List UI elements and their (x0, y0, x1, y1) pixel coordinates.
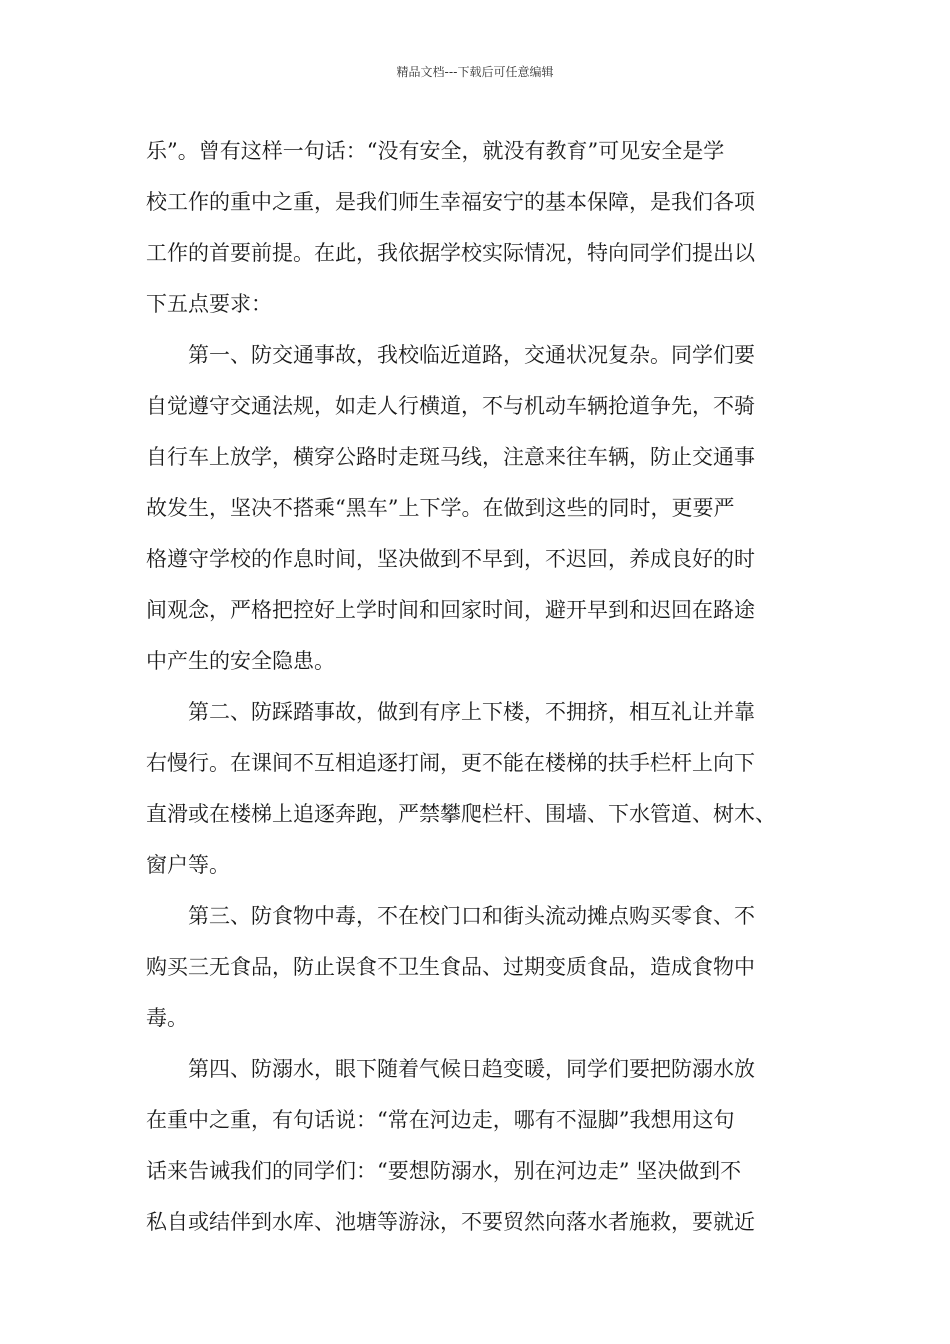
text-line: 第三、防食物中毒，不在校门口和街头流动摊点购买零食、不 (146, 904, 755, 928)
text-line: 中产生的安全隐患。 (146, 649, 335, 673)
text-line: 第一、防交通事故，我校临近道路，交通状况复杂。同学们要 (146, 343, 755, 367)
text-line: 在重中之重，有句话说：“常在河边走，哪有不湿脚”我想用这句 (146, 1108, 735, 1132)
text-line: 校工作的重中之重，是我们师生幸福安宁的基本保障，是我们各项 (146, 190, 755, 214)
text-line: 自觉遵守交通法规，如走人行横道，不与机动车辆抢道争先，不骑 (146, 394, 755, 418)
text-line: 第四、防溺水，眼下随着气候日趋变暖，同学们要把防溺水放 (146, 1057, 755, 1081)
text-line: 工作的首要前提。在此，我依据学校实际情况，特向同学们提出以 (146, 241, 755, 265)
text-line: 下五点要求： (146, 292, 272, 316)
text-line: 毒。 (146, 1006, 188, 1030)
text-line: 购买三无食品，防止误食不卫生食品、过期变质食品，造成食物中 (146, 955, 755, 979)
text-line: 直滑或在楼梯上追逐奔跑，严禁攀爬栏杆、围墙、下水管道、树木、 (146, 802, 776, 826)
paragraph (146, 330, 816, 687)
document-body (146, 126, 816, 1248)
text-line: 自行车上放学，横穿公路时走斑马线，注意来往车辆，防止交通事 (146, 445, 755, 469)
text-line: 故发生，坚决不搭乘“黑车”上下学。在做到这些的同时，更要严 (146, 496, 735, 520)
text-line: 右慢行。在课间不互相追逐打闹，更不能在楼梯的扶手栏杆上向下 (146, 751, 755, 775)
text-line: 格遵守学校的作息时间，坚决做到不早到，不迟回，养成良好的时 (146, 547, 755, 571)
paragraph (146, 687, 816, 891)
text-line: 私自或结伴到水库、池塘等游泳，不要贸然向落水者施救，要就近 (146, 1210, 755, 1234)
text-line: 间观念，严格把控好上学时间和回家时间，避开早到和迟回在路途 (146, 598, 755, 622)
text-line: 话来告诫我们的同学们：“要想防溺水，别在河边走” 坚决做到不 (146, 1159, 742, 1183)
text-line: 乐”。曾有这样一句话：“没有安全，就没有教育”可见安全是学 (146, 139, 725, 163)
text-line: 窗户等。 (146, 853, 230, 877)
paragraph (146, 1044, 816, 1248)
paragraph (146, 891, 816, 1044)
page-header: 精品文档---下载后可任意编辑 (396, 65, 554, 79)
paragraph (146, 126, 816, 330)
text-line: 第二、防踩踏事故，做到有序上下楼，不拥挤，相互礼让并靠 (146, 700, 755, 724)
